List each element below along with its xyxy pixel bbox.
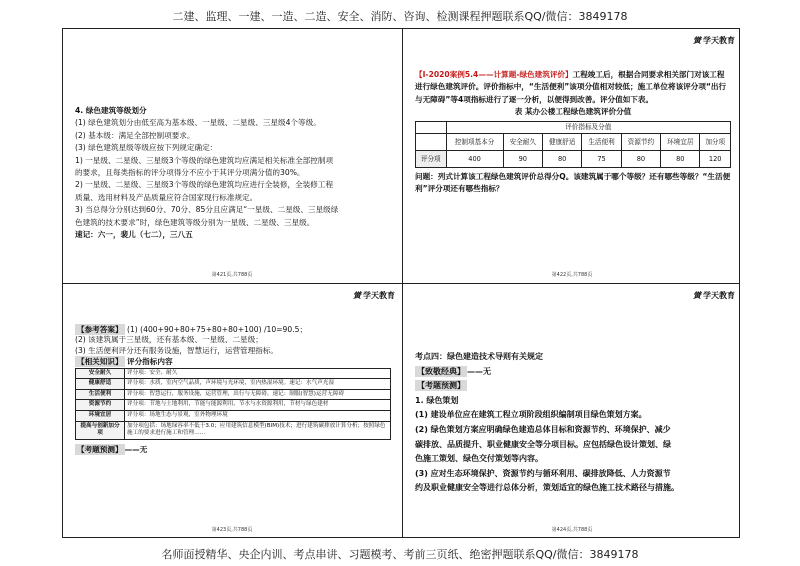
brand-logo bbox=[693, 35, 735, 46]
score-table bbox=[415, 121, 731, 168]
indicator-text: 评分项：节地与土地利用，节能与能源利用，节水与水资源利用，节材与绿色建材 bbox=[125, 400, 391, 411]
slide-421-line: 2) 一星级、二星级、三星级3个等级的绿色建筑均应进行全装修，全装修工程 bbox=[75, 180, 334, 190]
column-header: 环境宜居 bbox=[661, 133, 700, 150]
exam-predict-label: 【考题预测】 bbox=[77, 444, 123, 454]
table-row bbox=[76, 411, 391, 422]
row-header: 评分项 bbox=[416, 150, 447, 167]
slide-424-line: (3) 应对生态环境保护、资源节约与循环利用、碳排放降低、人力资源节 bbox=[415, 468, 671, 478]
indicator-category: 生活便利 bbox=[76, 389, 125, 400]
indicator-text: 评分项：智慧运行，服务设施，运营管理，出行与无障碍。速记：制服(智慧)运营无障碍 bbox=[125, 389, 391, 400]
column-header: 加分项 bbox=[700, 133, 731, 150]
table-cell: 120 bbox=[700, 150, 731, 167]
slide-421-content bbox=[75, 105, 391, 241]
case-question: 问题：列式计算该工程绿色建筑评价总得分Q。该建筑属于哪个等级？还有哪些等级？“生活便利”评分项还有哪些指标？ bbox=[415, 171, 731, 194]
table-cell: 400 bbox=[446, 150, 503, 167]
page-number: 第424页,共788页 bbox=[551, 527, 593, 533]
logo-mark-icon: 黉 bbox=[693, 36, 701, 45]
indicator-category: 资源节约 bbox=[76, 400, 125, 411]
slide-grid bbox=[62, 28, 740, 538]
predict-label: 【考题预测】 bbox=[417, 381, 465, 391]
table-cell: 90 bbox=[503, 150, 542, 167]
indicator-category: 环境宜居 bbox=[76, 411, 125, 422]
slide-422 bbox=[403, 29, 741, 282]
answer-line: (3) 生活便利评分还有服务设施，智慧运行，运营管理指标。 bbox=[75, 345, 279, 355]
top-banner: 二建、监理、一建、一造、二造、安全、消防、咨询、检测课程押题联系QQ/微信：3849178 bbox=[172, 10, 628, 23]
bottom-banner: 名师面授精华、央企内训、考点串讲、习题模考、考前三页纸、绝密押题联系QQ/微信：3849178 bbox=[161, 548, 639, 561]
classic-label: 【致敬经典】 bbox=[417, 366, 465, 376]
slide-421-line: 的要求，且每类指标的评分项得分不应小于其评分项满分值的30%。 bbox=[75, 168, 305, 178]
answer-line: (2) 该建筑属于三星级，还有基本级、一星级、二星级； bbox=[75, 335, 263, 345]
slide-424-line: 约及职业健康安全等进行总体分析，策划适宜的绿色施工技术路径与措施。 bbox=[415, 483, 679, 493]
table-cell: 80 bbox=[621, 150, 660, 167]
page-number: 第423页,共788页 bbox=[211, 527, 253, 533]
answer-label: 【参考答案】 bbox=[77, 325, 123, 334]
table-row bbox=[76, 400, 391, 411]
table-row bbox=[76, 389, 391, 400]
logo-mark-icon: 黉 bbox=[353, 291, 361, 300]
table-row bbox=[76, 379, 391, 390]
indicator-text: 评分项：水质，室内空气品质，声环境与光环境，室内热湿环境。速记：水气声光湿 bbox=[125, 379, 391, 390]
slide-421-heading: 4. 绿色建筑等级划分 bbox=[75, 106, 147, 115]
slide-424-title: 考点四：绿色建造技术导则有关规定 bbox=[415, 352, 543, 361]
column-header: 控制项基本分 bbox=[446, 133, 503, 150]
slide-421 bbox=[63, 29, 401, 282]
slide-421-line: 色建筑的技术要求”时，绿色建筑等级分别为一星级、二星级、三星级。 bbox=[75, 217, 315, 227]
table-row bbox=[76, 368, 391, 379]
brand-logo bbox=[693, 290, 735, 301]
slide-423 bbox=[63, 284, 401, 537]
slide-421-line: 质量、选用材料及产品质量应符合国家现行标准规定。 bbox=[75, 192, 258, 202]
table-cell: 75 bbox=[582, 150, 621, 167]
column-header: 生活便利 bbox=[582, 133, 621, 150]
indicator-category: 安全耐久 bbox=[76, 368, 125, 379]
indicator-table bbox=[75, 368, 391, 440]
case-text: 工程竣工后，根据合同要求相关部门对该工程进行绿色建筑评价。评价指标中，“生活便利”该项分值相对较低；施工单位将该评分项“出行与无障碍”等4项指标进行了逐一分析，以便得到改善。评分值如下表。 bbox=[415, 70, 727, 104]
answer-line: (1) (400+90+80+75+80+80+100) /10=90.5； bbox=[126, 325, 308, 334]
logo-text: 学天教育 bbox=[703, 36, 735, 45]
table-blank-cell bbox=[416, 121, 447, 133]
exam-predict-value: ——无 bbox=[124, 444, 148, 454]
related-label: 【相关知识】 bbox=[77, 357, 123, 367]
table-blank-cell bbox=[416, 133, 447, 150]
classic-value: ——无 bbox=[467, 366, 491, 376]
logo-text: 学天教育 bbox=[703, 291, 735, 300]
indicator-text: 加分项包括：场地绿容率不低于3.0；应用建筑信息模型(BIM)技术；进行建筑碳排放计算分析；按照绿色施工的要求进行施工和管理…… bbox=[125, 421, 391, 439]
table-row bbox=[76, 421, 391, 439]
table-cell: 80 bbox=[661, 150, 700, 167]
table-caption: 表 某办公楼工程绿色建筑评价分值 bbox=[514, 107, 632, 117]
column-header: 安全耐久 bbox=[503, 133, 542, 150]
slide-424-content bbox=[415, 350, 731, 496]
slide-422-content bbox=[415, 69, 731, 195]
column-header: 资源节约 bbox=[621, 133, 660, 150]
indicator-category: 健康舒适 bbox=[76, 379, 125, 390]
table-cell: 80 bbox=[542, 150, 581, 167]
slide-421-line: (3) 绿色建筑星级等级应按下列规定确定： bbox=[75, 143, 218, 153]
page-number: 第421页,共788页 bbox=[211, 272, 253, 278]
case-tag: 【Ⅰ-2020案例5.4——计算题-绿色建筑评价】 bbox=[415, 70, 573, 79]
related-title: 评分指标内容 bbox=[126, 357, 173, 367]
slide-421-line: (2) 基本级：满足全部控制项要求。 bbox=[75, 130, 195, 140]
slide-424-line: (1) 建设单位应在建筑工程立项阶段组织编制项目绿色策划方案。 bbox=[415, 410, 647, 420]
slide-424 bbox=[403, 284, 741, 537]
brand-logo bbox=[353, 290, 395, 301]
slide-424-line: 碳排放、品质提升、职业健康安全等分项目标。应包括绿色设计策划、绿 bbox=[415, 439, 671, 449]
indicator-text: 评分项：场地生态与景观，室外物理环境 bbox=[125, 411, 391, 422]
slide-421-line: (1) 绿色建筑划分由低至高为基本级、一星级、二星级、三星级4个等级。 bbox=[75, 118, 321, 128]
column-header: 健康舒适 bbox=[542, 133, 581, 150]
indicator-text: 评分项：安全、耐久 bbox=[125, 368, 391, 379]
logo-text: 学天教育 bbox=[363, 291, 395, 300]
slide-423-content bbox=[75, 324, 391, 455]
slide-424-line: (2) 绿色策划方案应明确绿色建造总体目标和资源节约、环境保护、减少 bbox=[415, 424, 671, 434]
slide-421-line: 3) 当总得分分别达到60分、70分、85分且应满足“一星级、二星级、三星级绿 bbox=[75, 205, 339, 215]
indicator-category: 提高与创新加分项 bbox=[76, 421, 125, 439]
slide-424-subheading: 1. 绿色策划 bbox=[415, 395, 459, 405]
slide-421-line: 1) 一星级、二星级、三星级3个等级的绿色建筑均应满足相关标准全部控制项 bbox=[75, 155, 334, 165]
slide-424-line: 色施工策划、绿色交付策划等内容。 bbox=[415, 454, 543, 464]
slide-421-mnemonic: 速记：六一，裴儿（七二），三八五 bbox=[75, 230, 193, 240]
logo-mark-icon: 黉 bbox=[693, 291, 701, 300]
page-number: 第422页,共788页 bbox=[551, 272, 593, 278]
table-group-header: 评价指标及分值 bbox=[446, 121, 730, 133]
